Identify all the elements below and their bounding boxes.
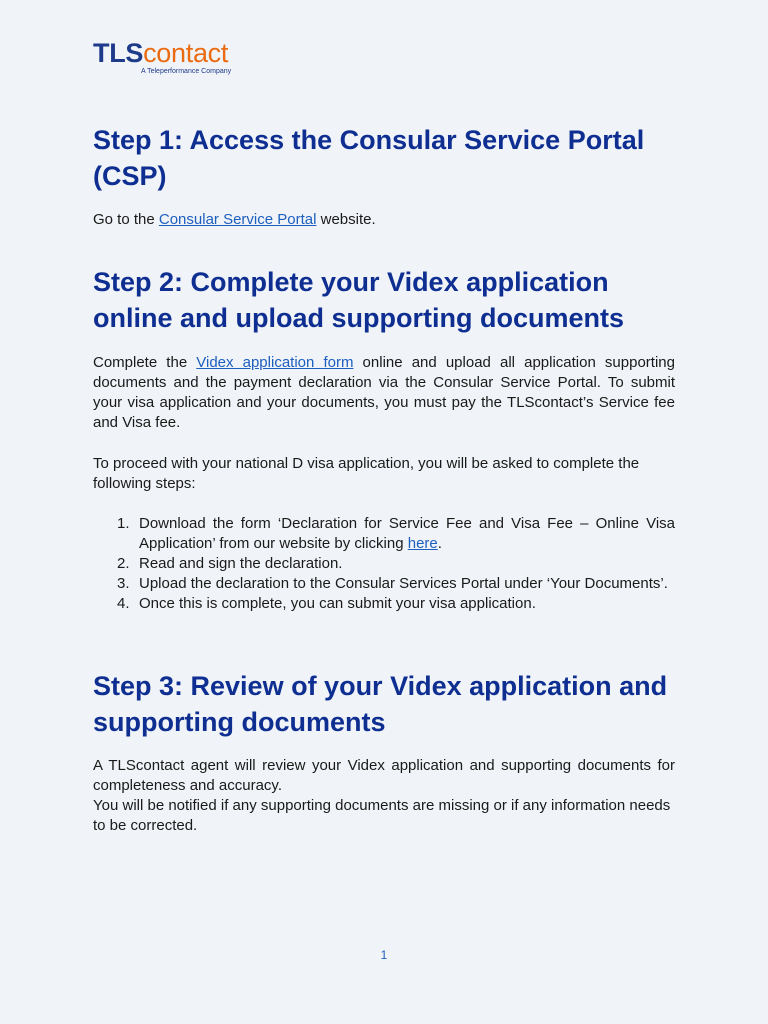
step1-text-after: website.: [316, 211, 376, 228]
step2-p1-after: online and upload all application supporting documents and the payment declaration via the Consular Service Portal. To submit your visa application and your documents, you must pay the TLScontact’s Service fee and Visa fee.: [93, 354, 675, 431]
consular-service-portal-link[interactable]: Consular Service Portal: [158, 211, 317, 228]
list-item: [117, 514, 675, 554]
logo-tls-text: TLS: [93, 38, 144, 68]
videx-application-form-link[interactable]: Videx application form: [196, 354, 354, 371]
list-item-text-after: .: [437, 535, 442, 552]
list-number: 1.: [117, 515, 130, 532]
list-item-text: Download the form ‘Declaration for Service Fee and Visa Fee – Online Visa Application’ from our website by clicking: [139, 515, 675, 552]
step1-heading: Step 1: Access the Consular Service Portal (CSP): [93, 125, 645, 191]
logo-tagline: A Teleperformance Company: [141, 68, 232, 75]
list-item: [117, 554, 675, 574]
step1-paragraph: [93, 210, 675, 230]
step2-paragraph-2: To proceed with your national D visa application, you will be asked to complete the following steps:: [93, 455, 640, 492]
list-number: 2.: [117, 555, 130, 572]
list-number: 4.: [117, 595, 130, 612]
list-number: 3.: [117, 575, 130, 592]
page-number: 1: [380, 948, 388, 962]
step3-paragraph-2: You will be notified if any supporting documents are missing or if any information needs to be corrected.: [93, 797, 671, 834]
declaration-here-link[interactable]: here: [407, 535, 438, 552]
list-item: [117, 594, 675, 614]
step1-text-before: Go to the: [93, 211, 159, 228]
list-item-text: Upload the declaration to the Consular Services Portal under ‘Your Documents’.: [139, 575, 668, 592]
step2-paragraph-1: [93, 353, 675, 433]
step3-heading: Step 3: Review of your Videx application and supporting documents: [93, 671, 668, 737]
logo-contact-text: contact: [143, 38, 229, 68]
step2-steps-list: [93, 514, 675, 614]
step2-p1-before: Complete the: [93, 354, 197, 371]
step2-heading: Step 2: Complete your Videx application online and upload supporting documents: [93, 267, 624, 333]
list-item: [117, 574, 675, 594]
list-item-text: Read and sign the declaration.: [139, 555, 343, 572]
step3-paragraph-1: A TLScontact agent will review your Videx application and supporting documents for completeness and accuracy.: [93, 757, 675, 794]
list-item-text: Once this is complete, you can submit your visa application.: [139, 595, 536, 612]
tlscontact-logo: [93, 40, 231, 75]
